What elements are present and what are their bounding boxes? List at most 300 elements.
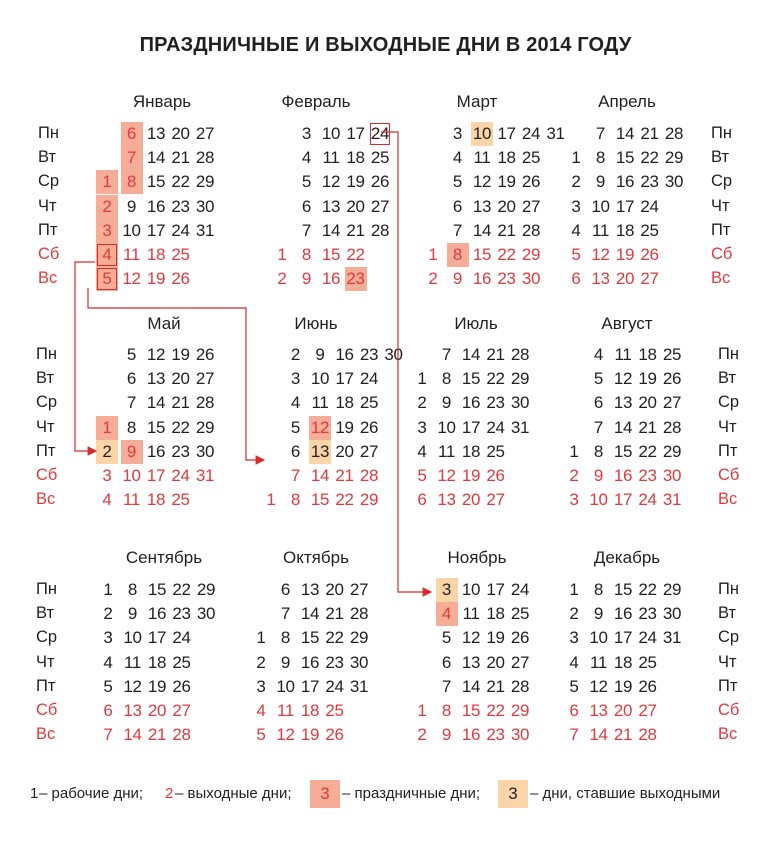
day-cell: 23 bbox=[486, 393, 505, 413]
day-cell: 25 bbox=[510, 604, 530, 624]
day-cell: 16 bbox=[615, 172, 635, 192]
weekday-label: Пн bbox=[718, 580, 739, 598]
day-cell: 28 bbox=[359, 466, 379, 485]
day-cell: 7 bbox=[301, 220, 312, 240]
day-cell: 10 bbox=[437, 417, 456, 437]
weekday-label: Пт bbox=[711, 220, 731, 239]
day-cell: 30 bbox=[662, 466, 682, 485]
day-cell: 9 bbox=[280, 652, 291, 672]
day-cell: 11 bbox=[614, 345, 632, 364]
day-cell: 8 bbox=[290, 490, 301, 510]
day-cell: 24 bbox=[510, 580, 530, 599]
weekday-label: Пт bbox=[38, 220, 58, 239]
day-cell: 20 bbox=[461, 490, 481, 510]
day-cell: 9 bbox=[441, 725, 452, 745]
day-cell: 23 bbox=[345, 267, 367, 291]
weekday-label: Вт bbox=[711, 148, 730, 167]
day-cell: 6 bbox=[441, 652, 452, 672]
day-cell: 25 bbox=[662, 345, 682, 364]
day-cell: 7 bbox=[121, 146, 143, 170]
day-cell: 30 bbox=[510, 393, 530, 413]
weekday-label: Пн bbox=[36, 345, 57, 363]
month-name: Июнь bbox=[294, 314, 338, 333]
day-cell: 10 bbox=[310, 369, 330, 389]
day-cell: 20 bbox=[325, 580, 344, 599]
day-cell: 3 bbox=[569, 490, 579, 510]
day-cell: 19 bbox=[486, 628, 505, 648]
month-name: Декабрь bbox=[593, 548, 661, 567]
day-cell: 3 bbox=[103, 628, 113, 648]
day-cell: 7 bbox=[280, 604, 291, 624]
day-cell: 1 bbox=[96, 416, 118, 440]
day-cell: 25 bbox=[171, 245, 190, 264]
day-cell: 21 bbox=[640, 124, 659, 143]
day-cell: 2 bbox=[103, 604, 113, 624]
day-cell: 10 bbox=[122, 220, 141, 240]
weekday-label: Пн bbox=[38, 124, 59, 142]
day-cell: 7 bbox=[569, 725, 579, 745]
day-cell: 6 bbox=[126, 369, 137, 389]
day-cell: 23 bbox=[638, 604, 657, 624]
day-cell: 29 bbox=[510, 369, 530, 389]
day-cell: 17 bbox=[147, 628, 167, 648]
day-cell: 31 bbox=[195, 466, 215, 485]
day-cell: 25 bbox=[486, 441, 505, 461]
day-cell: 24 bbox=[638, 628, 657, 648]
day-cell: 1 bbox=[417, 701, 427, 720]
day-cell: 19 bbox=[638, 369, 657, 389]
weekday-label: Сб bbox=[718, 701, 740, 719]
day-cell: 17 bbox=[335, 369, 354, 389]
day-cell: 2 bbox=[571, 172, 581, 192]
day-cell: 18 bbox=[147, 652, 167, 672]
day-cell: 6 bbox=[290, 441, 301, 461]
day-cell: 6 bbox=[301, 196, 312, 216]
day-cell: 25 bbox=[171, 490, 190, 510]
day-cell: 5 bbox=[126, 345, 137, 364]
day-cell: 15 bbox=[146, 172, 166, 192]
day-cell: 28 bbox=[195, 393, 215, 413]
day-cell: 29 bbox=[510, 701, 530, 720]
day-cell: 17 bbox=[146, 220, 166, 240]
day-cell: 4 bbox=[569, 652, 579, 672]
day-cell: 24 bbox=[369, 122, 391, 146]
day-cell: 7 bbox=[441, 345, 452, 364]
day-cell: 6 bbox=[103, 701, 113, 720]
legend-off-number: 2 bbox=[165, 785, 174, 802]
legend-holiday-text: – праздничные дни; bbox=[342, 785, 481, 802]
day-cell: 1 bbox=[428, 245, 438, 264]
weekday-label: Вт bbox=[36, 604, 55, 623]
day-cell: 12 bbox=[472, 172, 492, 192]
weekday-label: Ср bbox=[36, 628, 58, 647]
day-cell: 5 bbox=[103, 676, 113, 696]
day-cell: 24 bbox=[486, 417, 505, 437]
day-cell: 14 bbox=[472, 220, 492, 240]
day-cell: 15 bbox=[147, 580, 167, 599]
day-cell: 7 bbox=[441, 676, 452, 696]
day-cell: 17 bbox=[146, 466, 166, 485]
day-cell: 23 bbox=[171, 441, 190, 461]
legend-moved-text: – дни, ставшие выходными bbox=[530, 785, 721, 802]
day-cell: 24 bbox=[521, 124, 541, 143]
day-cell: 17 bbox=[497, 124, 516, 143]
day-cell: 9 bbox=[593, 604, 604, 624]
day-cell: 4 bbox=[102, 490, 112, 510]
weekday-label: Сб bbox=[36, 701, 58, 719]
month-name: Август bbox=[601, 314, 653, 333]
day-cell: 21 bbox=[613, 725, 633, 745]
weekday-label: Ср bbox=[38, 172, 60, 191]
day-cell: 4 bbox=[593, 345, 604, 364]
day-cell: 8 bbox=[447, 243, 469, 267]
weekday-label: Сб bbox=[718, 466, 740, 484]
day-cell: 27 bbox=[662, 393, 682, 413]
day-cell: 19 bbox=[335, 417, 354, 437]
day-cell: 10 bbox=[471, 122, 493, 146]
day-cell: 29 bbox=[521, 245, 541, 264]
day-cell: 5 bbox=[593, 369, 604, 389]
day-cell: 27 bbox=[195, 124, 215, 143]
day-cell: 24 bbox=[172, 628, 191, 648]
day-cell: 30 bbox=[349, 652, 369, 672]
day-cell: 1 bbox=[96, 170, 118, 194]
day-cell: 26 bbox=[359, 417, 379, 437]
day-cell: 12 bbox=[123, 676, 142, 696]
legend-holiday-swatch: 3 bbox=[310, 780, 340, 808]
month-name: Февраль bbox=[281, 92, 351, 111]
day-cell: 22 bbox=[497, 245, 516, 264]
day-cell: 26 bbox=[510, 628, 530, 648]
day-cell: 16 bbox=[146, 441, 166, 461]
day-cell: 13 bbox=[146, 369, 166, 389]
day-cell: 31 bbox=[349, 676, 369, 696]
day-cell: 6 bbox=[452, 196, 463, 216]
weekday-label: Пт bbox=[718, 441, 738, 460]
day-cell: 23 bbox=[359, 345, 379, 364]
weekday-label: Чт bbox=[711, 196, 730, 215]
day-cell: 13 bbox=[146, 124, 166, 143]
day-cell: 18 bbox=[146, 245, 166, 264]
day-cell: 30 bbox=[521, 269, 541, 289]
day-cell: 11 bbox=[123, 652, 142, 672]
day-cell: 13 bbox=[613, 393, 633, 413]
weekday-label: Чт bbox=[36, 417, 55, 436]
day-cell: 27 bbox=[349, 580, 369, 599]
weekday-label: Пн bbox=[36, 580, 57, 598]
weekday-label: Пн bbox=[718, 345, 739, 363]
day-cell: 12 bbox=[613, 369, 633, 389]
day-cell: 28 bbox=[172, 725, 191, 745]
day-cell: 24 bbox=[171, 466, 190, 485]
day-cell: 25 bbox=[359, 393, 379, 413]
day-cell: 7 bbox=[290, 466, 301, 485]
weekday-label: Вс bbox=[36, 490, 56, 509]
day-cell: 29 bbox=[662, 580, 682, 599]
day-cell: 8 bbox=[126, 417, 137, 437]
day-cell: 17 bbox=[613, 490, 633, 510]
day-cell: 18 bbox=[615, 220, 635, 240]
day-cell: 8 bbox=[127, 580, 138, 599]
day-cell: 29 bbox=[195, 417, 215, 437]
day-cell: 4 bbox=[256, 701, 266, 720]
legend-work-number: 1 bbox=[30, 785, 39, 802]
weekday-label: Чт bbox=[718, 417, 737, 436]
day-cell: 12 bbox=[461, 628, 481, 648]
day-cell: 25 bbox=[521, 148, 541, 168]
day-cell: 20 bbox=[638, 393, 657, 413]
day-cell: 15 bbox=[461, 701, 481, 720]
day-cell: 10 bbox=[123, 628, 142, 648]
day-cell: 27 bbox=[486, 490, 505, 510]
month-name: Март bbox=[456, 92, 498, 111]
day-cell: 2 bbox=[256, 652, 266, 672]
day-cell: 14 bbox=[615, 124, 635, 143]
day-cell: 20 bbox=[497, 196, 516, 216]
day-cell: 4 bbox=[96, 243, 118, 267]
day-cell: 13 bbox=[309, 440, 331, 464]
day-cell: 28 bbox=[195, 148, 215, 168]
day-cell: 19 bbox=[615, 245, 635, 264]
day-cell: 15 bbox=[310, 490, 330, 510]
day-cell: 20 bbox=[147, 701, 167, 720]
day-cell: 29 bbox=[349, 628, 369, 648]
day-cell: 31 bbox=[510, 417, 530, 437]
day-cell: 18 bbox=[300, 701, 320, 720]
day-cell: 11 bbox=[591, 220, 610, 240]
day-cell: 4 bbox=[571, 220, 581, 240]
day-cell: 14 bbox=[146, 393, 166, 413]
day-cell: 27 bbox=[510, 652, 530, 672]
day-cell: 4 bbox=[290, 393, 301, 413]
day-cell: 30 bbox=[196, 604, 216, 624]
day-cell: 18 bbox=[146, 490, 166, 510]
day-cell: 2 bbox=[569, 604, 579, 624]
day-cell: 3 bbox=[569, 628, 579, 648]
day-cell: 14 bbox=[123, 725, 142, 745]
day-cell: 8 bbox=[595, 148, 606, 168]
day-cell: 6 bbox=[571, 269, 581, 289]
day-cell: 29 bbox=[195, 172, 215, 192]
weekday-label: Вт bbox=[36, 369, 55, 388]
day-cell: 16 bbox=[461, 393, 481, 413]
legend bbox=[0, 780, 771, 808]
day-cell: 25 bbox=[640, 220, 659, 240]
day-cell: 11 bbox=[473, 148, 491, 168]
day-cell: 9 bbox=[127, 604, 138, 624]
day-cell: 25 bbox=[370, 148, 390, 168]
day-cell: 20 bbox=[615, 269, 635, 289]
day-cell: 10 bbox=[122, 466, 141, 485]
month-name: Ноябрь bbox=[447, 548, 507, 567]
transfer-arrow bbox=[75, 262, 96, 451]
day-cell: 19 bbox=[146, 269, 166, 289]
month-name: Апрель bbox=[598, 92, 656, 111]
day-cell: 10 bbox=[589, 628, 608, 648]
day-cell: 24 bbox=[171, 220, 190, 240]
day-cell: 11 bbox=[311, 393, 329, 413]
day-cell: 21 bbox=[486, 676, 505, 696]
day-cell: 18 bbox=[461, 441, 481, 461]
day-cell: 5 bbox=[569, 676, 579, 696]
day-cell: 2 bbox=[277, 269, 287, 289]
month-name: Июль bbox=[454, 314, 498, 333]
day-cell: 1 bbox=[569, 441, 579, 461]
day-cell: 15 bbox=[321, 245, 341, 264]
day-cell: 22 bbox=[640, 148, 659, 168]
day-cell: 14 bbox=[589, 725, 608, 745]
day-cell: 24 bbox=[638, 490, 657, 510]
weekday-label: Ср bbox=[711, 172, 733, 191]
day-cell: 16 bbox=[335, 345, 354, 364]
day-cell: 3 bbox=[301, 124, 312, 143]
day-cell: 28 bbox=[370, 220, 390, 240]
weekday-label: Вс bbox=[36, 725, 56, 744]
day-cell: 28 bbox=[638, 725, 657, 745]
day-cell: 2 bbox=[417, 725, 427, 745]
day-cell: 31 bbox=[662, 490, 682, 510]
day-cell: 23 bbox=[638, 466, 657, 485]
day-cell: 4 bbox=[417, 441, 427, 461]
day-cell: 30 bbox=[510, 725, 530, 745]
day-cell: 16 bbox=[472, 269, 492, 289]
day-cell: 27 bbox=[195, 369, 215, 389]
day-cell: 28 bbox=[510, 345, 530, 364]
day-cell: 23 bbox=[486, 725, 505, 745]
day-cell: 28 bbox=[510, 676, 530, 696]
day-cell: 7 bbox=[595, 124, 606, 143]
day-cell: 25 bbox=[325, 701, 344, 720]
day-cell: 9 bbox=[315, 345, 325, 364]
day-cell: 16 bbox=[146, 196, 166, 216]
day-cell: 26 bbox=[172, 676, 191, 696]
legend-off-text: – выходные дни; bbox=[175, 785, 292, 802]
day-cell: 5 bbox=[290, 417, 301, 437]
day-cell: 8 bbox=[441, 369, 452, 389]
day-cell: 8 bbox=[301, 245, 312, 264]
day-cell: 19 bbox=[300, 725, 320, 745]
day-cell: 26 bbox=[521, 172, 541, 192]
day-cell: 18 bbox=[486, 604, 505, 624]
day-cell: 22 bbox=[172, 580, 191, 599]
day-cell: 18 bbox=[613, 652, 633, 672]
day-cell: 27 bbox=[359, 441, 379, 461]
page-title: ПРАЗДНИЧНЫЕ И ВЫХОДНЫЕ ДНИ В 2014 ГОДУ bbox=[139, 34, 632, 56]
day-cell: 30 bbox=[664, 172, 684, 192]
day-cell: 14 bbox=[461, 676, 481, 696]
day-cell: 29 bbox=[664, 148, 684, 168]
month-name: Сентябрь bbox=[125, 548, 203, 567]
weekday-label: Вс bbox=[38, 269, 58, 288]
day-cell: 25 bbox=[638, 652, 657, 672]
day-cell: 29 bbox=[662, 441, 682, 461]
day-cell: 7 bbox=[103, 725, 113, 745]
day-cell: 15 bbox=[615, 148, 635, 168]
day-cell: 15 bbox=[613, 580, 633, 599]
weekday-label: Сб bbox=[711, 245, 733, 263]
day-cell: 13 bbox=[461, 652, 481, 672]
day-cell: 26 bbox=[171, 269, 190, 289]
day-cell: 18 bbox=[346, 148, 365, 168]
day-cell: 17 bbox=[613, 628, 633, 648]
day-cell: 26 bbox=[662, 369, 682, 389]
day-cell: 22 bbox=[638, 580, 657, 599]
day-cell: 20 bbox=[171, 369, 190, 389]
day-cell: 10 bbox=[461, 580, 481, 599]
legend-work-text: – рабочие дни; bbox=[39, 785, 144, 802]
day-cell: 2 bbox=[290, 345, 301, 364]
day-cell: 24 bbox=[325, 676, 344, 696]
day-cell: 14 bbox=[310, 466, 330, 485]
day-cell: 3 bbox=[256, 676, 266, 696]
day-cell: 23 bbox=[497, 269, 516, 289]
day-cell: 11 bbox=[462, 604, 480, 624]
day-cell: 28 bbox=[521, 220, 541, 240]
day-cell: 13 bbox=[472, 196, 492, 216]
day-cell: 7 bbox=[452, 220, 463, 240]
day-cell: 21 bbox=[486, 345, 505, 364]
day-cell: 23 bbox=[325, 652, 344, 672]
day-cell: 12 bbox=[591, 245, 610, 264]
day-cell: 3 bbox=[452, 124, 463, 143]
day-cell: 8 bbox=[441, 701, 452, 720]
day-cell: 8 bbox=[593, 441, 604, 461]
day-cell: 9 bbox=[593, 466, 604, 485]
day-cell: 15 bbox=[613, 441, 633, 461]
day-cell: 21 bbox=[325, 604, 344, 624]
day-cell: 29 bbox=[196, 580, 216, 599]
day-cell: 28 bbox=[662, 417, 682, 437]
day-cell: 14 bbox=[461, 345, 481, 364]
day-cell: 6 bbox=[417, 490, 427, 510]
day-cell: 12 bbox=[437, 466, 456, 485]
legend-moved-swatch: 3 bbox=[498, 780, 528, 808]
day-cell: 16 bbox=[147, 604, 167, 624]
weekday-label: Вт bbox=[38, 148, 57, 167]
day-cell: 12 bbox=[321, 172, 341, 192]
day-cell: 31 bbox=[546, 124, 565, 143]
weekday-label: Вс bbox=[711, 269, 731, 288]
day-cell: 27 bbox=[521, 196, 541, 216]
day-cell: 10 bbox=[589, 490, 608, 510]
day-cell: 5 bbox=[417, 466, 427, 485]
day-cell: 4 bbox=[103, 652, 113, 672]
day-cell: 20 bbox=[335, 441, 354, 461]
weekday-label: Сб bbox=[38, 245, 60, 263]
day-cell: 21 bbox=[171, 148, 190, 168]
day-cell: 18 bbox=[638, 345, 657, 364]
day-cell: 13 bbox=[437, 490, 456, 510]
day-cell: 11 bbox=[437, 441, 456, 461]
day-cell: 23 bbox=[171, 196, 190, 216]
day-cell: 9 bbox=[452, 269, 463, 289]
day-cell: 20 bbox=[613, 701, 633, 720]
day-cell: 12 bbox=[146, 345, 166, 364]
day-cell: 26 bbox=[640, 245, 659, 264]
day-cell: 17 bbox=[346, 124, 365, 143]
day-cell: 24 bbox=[640, 196, 659, 216]
day-cell: 22 bbox=[335, 490, 354, 510]
day-cell: 3 bbox=[290, 369, 301, 389]
day-cell: 8 bbox=[280, 628, 291, 648]
day-cell: 10 bbox=[276, 676, 295, 696]
day-cell: 13 bbox=[591, 269, 610, 289]
weekday-label: Чт bbox=[36, 652, 55, 671]
day-cell: 13 bbox=[321, 196, 341, 216]
day-cell: 20 bbox=[346, 196, 365, 216]
day-cell: 16 bbox=[613, 466, 633, 485]
day-cell: 15 bbox=[146, 417, 166, 437]
